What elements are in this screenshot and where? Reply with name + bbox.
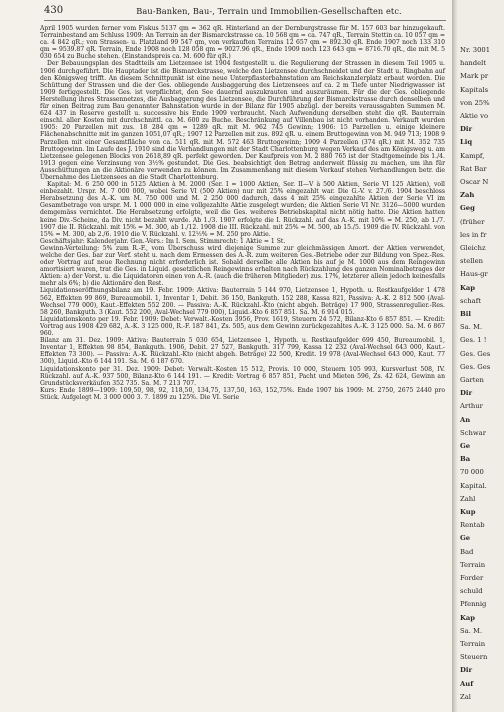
- facing-page-line: Mark pr: [460, 72, 489, 81]
- paragraph: Liquidationseröffnungsbilanz am 19. Febr. 1909: Aktiva: Bauterrain 5 144 970, Lietzensee 1, Hypoth. u. Restkaufgelder 1 478 562, Effekten 99 869, Bureaumobil. 1, Inventar 1, Debit. 36 150, Bankguth. 152 288, Kassa 821, Passiva: A.-K. 2 812 500 (Aval-Wechsel 779 000), Kaut.-Effekten 552 200. — Passiva: A.-K. Rückzahl.-Kto (nicht abgeh. Beträge) 17 900, Strassenregulier.-Res. 58 260, Bankguth. 3 (Kaut. 552 200, Aval-Wechsel 779 000), Liquid.-Kto 6 857 851. Sa. M. 6 914 015.: [40, 287, 445, 316]
- facing-page-line: Kapitals: [460, 85, 489, 94]
- facing-page-line: Arthur: [460, 402, 483, 411]
- facing-page-line: Nr. 3001: [460, 46, 491, 54]
- facing-page-line: les in fr: [460, 230, 487, 239]
- facing-page-line: Terrain: [460, 560, 486, 569]
- facing-page-line: Rat Bar: [460, 164, 487, 173]
- paragraph: Geschäftsjahr: Kalenderjahr. Gen.-Vers.: Im I. Sem. Stimmrecht: 1 Aktie = 1 St.: [40, 237, 286, 245]
- facing-page-line: Forder: [460, 574, 484, 582]
- facing-page-fragment: [459, 0, 504, 712]
- facing-page-line: Kup: [460, 508, 476, 516]
- facing-page-line: Gleichz: [460, 244, 486, 252]
- facing-page-line: Bad: [460, 547, 474, 556]
- facing-page-line: schuld: [460, 587, 483, 596]
- facing-page-line: Liq: [460, 138, 473, 147]
- page-number: 430: [44, 5, 64, 16]
- facing-page-line: Ges. Ges: [460, 362, 491, 371]
- facing-page-line: Geg: [460, 204, 475, 213]
- facing-page-line: Haus-gr: [460, 270, 488, 279]
- facing-page-line: Ges. Ges: [460, 349, 491, 358]
- facing-page-line: Zah: [460, 191, 475, 200]
- paragraph: April 1905 wurden ferner vom Fiskus 5137 qm = 362 qR. Hinterland an der Dernburgstrasse für M. 157 603 bar hinzugekauft. Terrainbestand am Schluss 1909: An Terrain an der Bismarckstrasse ca. 10 568 qm = ca. 747 qR., Terrain Stettin ca. 10 057 qm = ca. 4 842 qR.; von Strassen- u. Platzland 99 547 qm, von verkauften Terrains 12 657 qm = 892.30 qR. Ende 1907 noch 133 310 qm = 9539.87 qR. Terrain, Ende 1908 noch 128 058 qm = 9027.96 qR., Ende 1909 noch 123 643 qm = 8716.70 qR., die mit M. 5 030 654 zu Buche stehen. (Einstandspreis ca. M. 600 für qR.): [40, 25, 445, 61]
- facing-page-line: handelt: [460, 59, 487, 68]
- facing-page-line: Sa. M.: [460, 323, 483, 332]
- paragraph: Bilanz am 31. Dez. 1909: Aktiva: Bauterrain 5 030 654, Lietzensee 1, Hypoth. u. Restkaufgelder 699 450, Bureaumobil. 1, Inventar 1, Effekten 98 854, Bankguth. 1906, Debit. 27 527, Bankguth. 317 799, Kassa 12 232 (Aval-Wechsel 643 000, Kaut.-Effekten 73 300). — Passiva: A.-K. Rückzahl.-Kto (nicht abgeh. Beträge) 22 500, Kredit. 19 978 (Aval-Wechsel 643 000, Kaut. 77 300), Liquid.-Kto 6 144 191. Sa. M. 6 187 670.: [40, 337, 445, 366]
- facing-page-line: Pfennig: [460, 600, 487, 609]
- facing-page-line: schaft: [460, 296, 481, 305]
- facing-page-line: Dir: [460, 125, 473, 134]
- paragraph: Der Bebauungsplan des Stadtteils am Lietzensee ist 1904 festgestellt u. die Regulierung der Strassen in diesem Teil 1905 u. 1906 durchgeführt. Die Hauptader ist die Bismarckstrasse, welche den Lietzensee durchschneidet und der Stadt u. Ringbahn auf den Königsweg trifft. An diesem Schnittpunkt ist eine neue Unterpflasterbahnstation am Reichskanzlerplatz erbaut worden. Die Schüttung der Strassen und die der Ges. obliegende Ausbaggerung des Lietzensees auf ca. 2 m Tiefe unter Niedrigwasser ist 1909 fertiggestellt. Die Ges. ist verpflichtet, den See dauernd auszukrauten und auszuräumen. Für die der Ges. obliegende Herstellung ihres Strassennetzes, die Ausbaggerung des Lietzensee, die Durchführung der Bismarckstrasse durch denselben und für einen Beitrag zum Bau genannter Bahnstation wurde in der Bilanz für 1905 abzügl. der bereits veraussgabten Summen M. 624 437 in Reserve gestellt u. successive bis Ende 1909 verbraucht. Nach Aufwendung derselben steht die qR. Bauterrain einschl. aller Kosten mit durchschnittl. ca. M. 600 zu Buche. Beschränkung auf Villenbau ist nicht vorhanden. Verkauft wurden 1905: 20 Parzellen mit zus. 18 284 qm = 1289 qR. mit M. 962 745 Gewinn; 1906: 15 Parzellen u. einige kleinere Flächenabschnitte mit im ganzen 1051,07 qR.; 1907 12 Parzellen mit zus. 892 qR. u. einem Bruttogewinn von M. 949 713; 1908 9 Parzellen mit einer Gesamtfläche von ca. 511 qR. mit M. 572 463 Bruttogewinn; 1909 4 Parzellen (374 qR.) mit M. 352 735 Bruttogewinn. Im Laufe des J. 1910 sind die Verhandlungen mit der Stadt Charlottenburg wegen Verkauf des am Königsweg u. am Lietzensee gelegenen Blocks von 2618,89 qR. perfekt geworden. Der Kaufpreis von M. 2 880 765 ist der Stadtgemeinde bis 1./4. 1913 gegen eine Verzinsung von 3½% gestundet. Die Ges. beabsichtigt den Betrag anderweit flüssig zu machen, um ihn für Ausschüttungen an die Aktionäre verwenden zu können. Im Zusammenhang mit diesem Verkauf stehen Verhandlungen betr. die Übernahme des Lietzensees an die Stadt Charlottenburg.: [40, 60, 445, 181]
- facing-page-line: Terrain: [460, 640, 486, 648]
- facing-page-line: Sa. M.: [460, 626, 483, 635]
- facing-page-line: Ges. 1 !: [460, 336, 487, 345]
- facing-page-line: Kap: [460, 613, 476, 622]
- facing-page-line: Oscar N: [460, 178, 489, 186]
- facing-page-line: Dir: [460, 389, 473, 398]
- facing-page-line: Auf: [460, 679, 474, 688]
- facing-page-line: Rentab: [460, 521, 485, 530]
- paragraph: Liquidationskonto per 31. Dez. 1909: Debet: Verwalt.-Kosten 15 512, Provis. 10 000, Steuern 105 993, Kursverlust 508, IV. Rückzahl. auf A.-K. 937 500, Bilanz-Kto 6 144 191. — Kredit: Vortrag 6 857 851, Pacht und Mieten 596, Zs. 42 624, Gewinn an Grundstücksverkäufen 352 735. Sa. M. 7 213 707.: [40, 365, 445, 387]
- page-header: [44, 4, 444, 18]
- facing-page-line: Steuern: [460, 653, 488, 662]
- facing-page-line: Aktie vo: [460, 112, 489, 120]
- running-title: Bau-Banken, Bau-, Terrain und Immobilien-Gesellschaften etc.: [136, 6, 402, 16]
- facing-page-line: (früher: [460, 217, 485, 226]
- main-text: [40, 25, 445, 401]
- paragraph: Kurs: Ende 1899—1909: 109,50, 98, 92, 118,50, 134,75, 137,50, 163, 152,75%. Ende 1907 bis 1909: M. 2750, 2675 2440 pro Stück. Aufgelegt M. 3 000 000 3. 7. 1899 zu 125%. Die VI. Serie: [40, 386, 445, 401]
- facing-page-line: Bil: [460, 310, 471, 318]
- facing-page-line: An: [460, 415, 471, 424]
- paragraph: Liquidationskonto per 19. Febr. 1909: Debet: Verwalt.-Kosten 3956, Prov. 1619, Steuern 24 572, Bilanz-Kto 6 857 851. — Kredit: Vortrag aus 1908 429 682, A.-K. 3 125 000, R.-F. 187 841, Zs. 505, aus dem Gewinn zurückgezahltes A.-K. 3 125 000. Sa. M. 6 867 960.: [40, 315, 445, 338]
- facing-page-line: von 25%: [460, 98, 490, 107]
- facing-page-line: stellen: [460, 257, 483, 266]
- facing-page-line: Zal: [460, 692, 471, 701]
- facing-page-line: Kapital.: [460, 481, 487, 490]
- facing-page-line: Dir: [460, 666, 473, 675]
- facing-page-line: Kap: [460, 283, 476, 292]
- facing-page-line: Zahl: [460, 494, 476, 503]
- facing-page-line: Kampf,: [460, 151, 485, 160]
- book-gutter: [452, 0, 458, 712]
- facing-page-line: Ge: [460, 442, 471, 450]
- facing-page-line: Ge: [460, 534, 471, 543]
- facing-page-line: 70 000: [460, 468, 484, 477]
- header-rule: [44, 20, 446, 21]
- facing-page-line: Garten: [460, 376, 484, 384]
- facing-page-line: Ba: [460, 455, 471, 464]
- facing-page-line: Schwar: [460, 428, 486, 437]
- paragraph: Gewinn-Verteilung: 5% zum R.-F., vom Überschuss wird diejenige Summe zur gleichmässigen Amort. der Aktien verwendet, welche der Ges. bar zur Verf. steht u. nach dem Ermessen des A.-R. zum weiteren Ges.-Betriebe oder zur Bildung von Spez.-Res. oder Vortrag auf neue Rechnung nicht erforderlich ist. Sobald derselbe alle Aktien bis auf je M. 1000 aus dem Reingewinn amortisiert waren, trat die Ges. in Liquid. gesetzlichen Reingewinns erhalten nach Rückzahlung des ganzen Nominalbetrages der Aktien: a) der Vorst. u. die Liquidatoren einen von A.-R. (auch die früheren Mitglieder) zus. 17%, letzterer allein jedoch keinesfalls mehr als 6%; b) die Aktionäre den Rest.: [40, 244, 445, 288]
- paragraph: Kapital: M. 6 250 000 in 5125 Aktien à M. 2000 (Ser. I = 1000 Aktien, Ser. II—V à 500 Aktien, Serie VI 125 Aktien), voll einbezahlt. Urspr. M. 7 000 000, wobei Serie VI (500 Aktien) nur mit 25% eingezahlt war. Die G.-V. v. 27./6. 1904 beschloss Herabsetzung des A.-K. um M. 750 000 und M. 2 250 000 dadurch, dass 4 mit 25% eingezahlte Aktien der Serie VI im Gesamtbetrage von urspr. M. 1 000 000 in eine vollgezahlte Aktie zusgelegt wurden; die Aktien Serie VI Nr. 3126—5000 wurden demgemäss vernichtet. Die Herabsetzung erfolgte, weil die Ges. weiteres Betriebskapital nicht nötig hatte. Die Aktien hatten keine Div.-Scheine, da Div. nicht bezahlt wurde. Ab 1./3. 1907 erfolgte die I. Rückzahl. auf das A.-K. mit 10% = M. 250, ab 1./7. 1907 die II. Rückzahl. mit 15% = M. 300, ab 1./12. 1908 die III. Rückzahl. mit 25% = M. 500, ab 15./5. 1909 die IV. Rückzahl. von 15% = M. 300, ab 2./6. 1910 die V. Rückzahl. v. 12½% = M. 250 pro Aktie.: [40, 181, 445, 238]
